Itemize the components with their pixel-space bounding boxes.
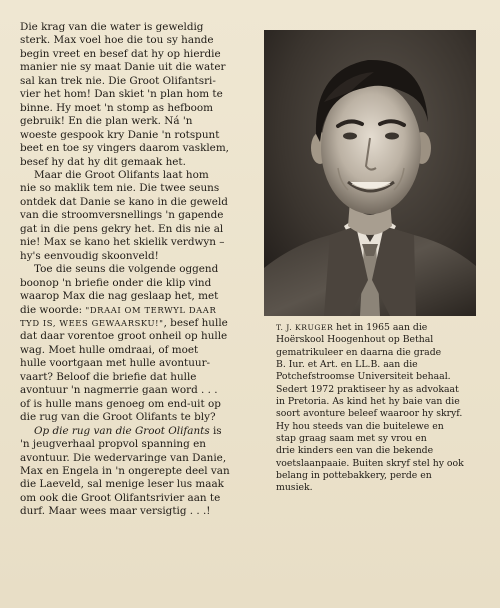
bio-line: belang in pottebakkery, perde en: [276, 470, 432, 482]
blurb-line: besef hy dat hy dit gemaak het.: [20, 155, 186, 168]
blurb-text: is: [209, 424, 222, 437]
blurb-line: binne. Hy moet 'n stomp as hefboom: [20, 101, 214, 114]
blurb-paragraph-1: [20, 21, 248, 169]
blurb-line-with-title: [20, 425, 248, 438]
bio-line-with-name: [276, 322, 488, 334]
book-title-italic: Op die rug van die Groot Olifants: [34, 424, 210, 437]
author-photo: [264, 30, 476, 316]
bio-line: Hy hou steeds van die buitelewe en: [276, 420, 444, 432]
blurb-line: boonop 'n briefie onder die klip vind: [20, 276, 212, 289]
blurb-paragraph-3: [20, 263, 248, 424]
author-portrait-illustration: [264, 30, 476, 316]
bio-line: soort avonture beleef waaroor hy skryf.: [276, 408, 463, 420]
bio-line: voetslaanpaaie. Buiten skryf stel hy ook: [276, 457, 464, 469]
blurb-line: durf. Maar wees maar versigtig . . .!: [20, 505, 211, 518]
blurb-line-with-quote: [20, 317, 248, 330]
blurb-line: manier nie sy maat Danie uit die water: [20, 61, 226, 74]
warning-quote-start: "DRAAI OM TERWYL DAAR: [85, 304, 217, 315]
blurb-line: om ook die Groot Olifantsrivier aan te: [20, 491, 221, 504]
bio-line: musiek.: [276, 482, 313, 494]
blurb-line: wag. Moet hulle omdraai, of moet: [20, 343, 199, 356]
blurb-line: 'n jeugverhaal propvol spanning en: [20, 438, 206, 451]
bio-line: B. Iur. et Art. en LL.B. aan die: [276, 359, 418, 371]
blurb-line: woeste gespook kry Danie 'n rotspunt: [20, 128, 220, 141]
blurb-line: avontuur 'n nagmerrie gaan word . . .: [20, 384, 218, 397]
blurb-line: nie! Max se kano het skielik verdwyn –: [20, 236, 225, 249]
bio-line: Hoërskool Hoogenhout op Bethal: [276, 334, 434, 346]
blurb-line: ontdek dat Danie se kano in die geweld: [20, 195, 228, 208]
blurb-line: vaart? Beloof die briefie dat hulle: [20, 370, 197, 383]
blurb-line: Max en Engela in 'n ongerepte deel van: [20, 464, 230, 477]
blurb-line: Maar die Groot Olifants laat hom: [34, 168, 209, 181]
blurb-line: van die stroomversnellings 'n gapende: [20, 209, 224, 222]
blurb-paragraph-2: [20, 169, 248, 263]
blurb-line: nie so maklik tem nie. Die twee seuns: [20, 182, 220, 195]
bio-text: het in 1965 aan die: [333, 322, 428, 333]
bio-line: in Pretoria. As kind het hy baie van die: [276, 396, 460, 408]
bio-line: Potchefstroomse Universiteit behaal.: [276, 371, 451, 383]
author-bio: [276, 322, 488, 495]
blurb-line: begin vreet en besef dat hy op hierdie: [20, 47, 221, 60]
blurb-line: waarop Max die nag geslaap het, met: [20, 290, 219, 303]
blurb-line: of is hulle mans genoeg om end-uit op: [20, 397, 221, 410]
blurb-text: , besef hulle: [163, 316, 228, 329]
blurb-line: sal kan trek nie. Die Groot Olifantsri-: [20, 74, 216, 87]
author-bio-column: [276, 322, 488, 495]
blurb-line: die rug van die Groot Olifants te bly?: [20, 411, 216, 424]
blurb-line: vier het hom! Dan skiet 'n plan hom te: [20, 88, 223, 101]
blurb-line: dat daar vorentoe groot onheil op hulle: [20, 330, 228, 343]
blurb-line: avontuur. Die wedervaringe van Danie,: [20, 451, 227, 464]
blurb-line: hulle voortgaan met hulle avontuur-: [20, 357, 211, 370]
blurb-line: gebruik! En die plan werk. Ná 'n: [20, 115, 193, 128]
blurb-text: die woorde:: [20, 303, 86, 316]
blurb-line: gat in die pens gekry het. En dis nie al: [20, 222, 224, 235]
bio-line: Sedert 1972 praktiseer hy as advokaat: [276, 383, 459, 395]
blurb-line-with-quote: [20, 304, 248, 317]
bio-line: gematrikuleer en daarna die grade: [276, 346, 442, 358]
blurb-line: beet en toe sy vingers daarom vasklem,: [20, 142, 229, 155]
blurb-line: hy's eenvoudig skoonveld!: [20, 249, 159, 262]
blurb-line: die Laeveld, sal menige leser lus maak: [20, 478, 224, 491]
warning-quote-end: TYD IS, WEES GEWAARSKU!": [20, 317, 164, 328]
blurb-line: Toe die seuns die volgende oggend: [34, 263, 219, 276]
author-name: T. J. KRUGER: [276, 323, 334, 332]
blurb-paragraph-4: [20, 425, 248, 519]
bio-line: stap graag saam met sy vrou en: [276, 433, 427, 445]
blurb-line: Die krag van die water is geweldig: [20, 21, 204, 33]
blurb-line: sterk. Max voel hoe die tou sy hande: [20, 34, 214, 47]
blurb-column: [20, 21, 248, 519]
bio-line: drie kinders een van die bekende: [276, 445, 434, 457]
